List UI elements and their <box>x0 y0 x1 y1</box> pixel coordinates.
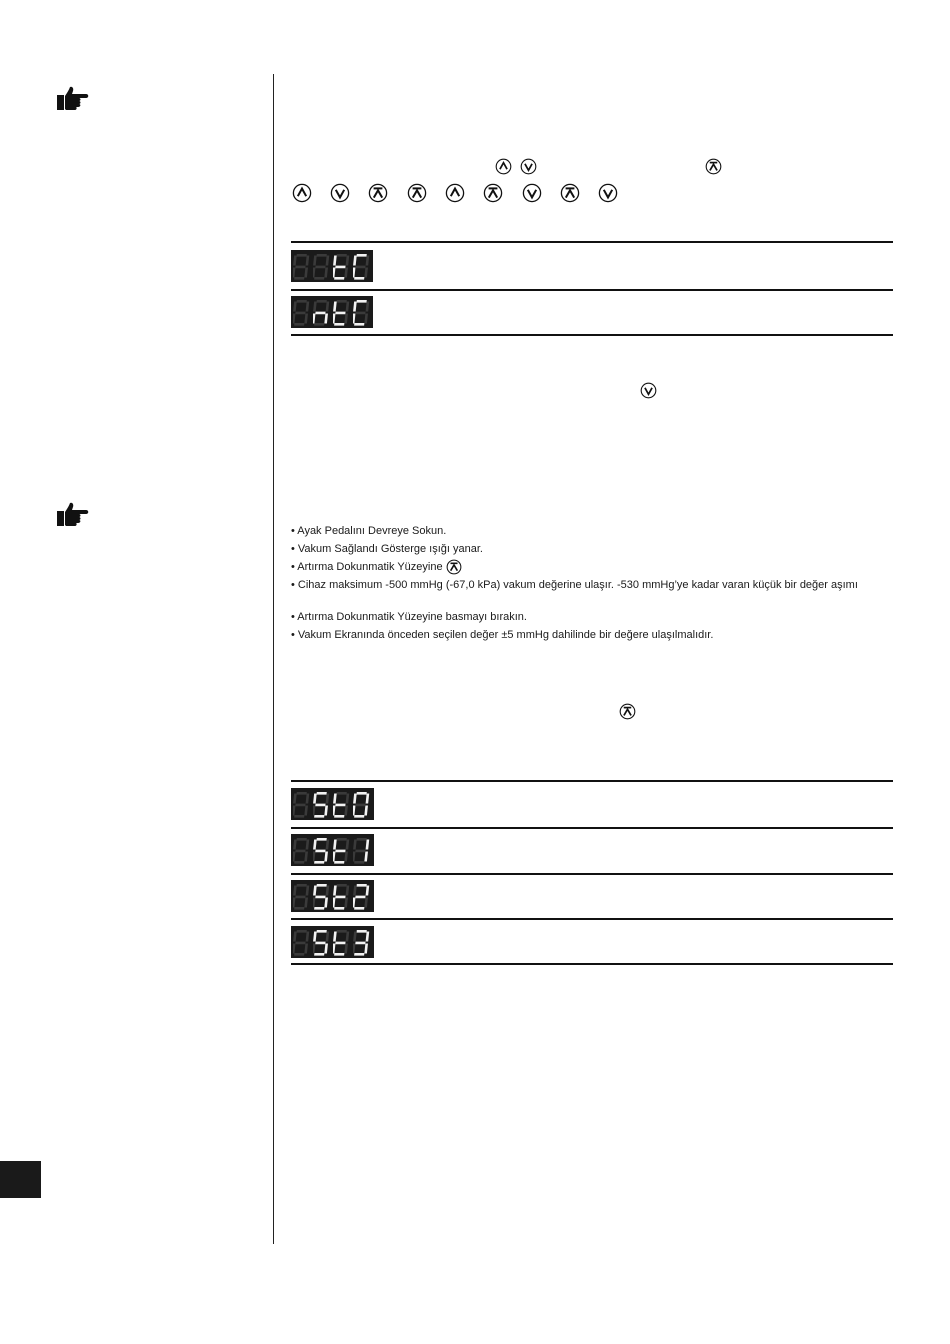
table-rule <box>291 918 893 920</box>
down-arrow-icon <box>640 382 657 399</box>
segment-digit <box>353 882 371 911</box>
increase-to-max-icon <box>483 183 503 203</box>
list-item-text: • Artırma Dokunmatik Yüzeyine <box>291 561 443 573</box>
pointing-hand-icon <box>55 502 89 528</box>
increase-to-max-icon <box>705 158 722 175</box>
segment-digit <box>293 882 311 911</box>
display-st3 <box>291 926 374 958</box>
table-rule <box>291 873 893 875</box>
segment-digit <box>313 790 331 819</box>
up-arrow-icon <box>292 183 312 203</box>
table-rule <box>291 241 893 243</box>
list-item: • Cihaz maksimum -500 mmHg (-67,0 kPa) vakum değerine ulaşır. -530 mmHg’ye kadar varan küçük bir değer aşımı <box>291 579 858 591</box>
down-arrow-icon <box>330 183 350 203</box>
up-arrow-icon <box>495 158 512 175</box>
segment-digit <box>333 790 351 819</box>
increase-to-max-icon <box>560 183 580 203</box>
segment-digit <box>333 836 351 865</box>
segment-digit <box>333 882 351 911</box>
increase-to-max-icon <box>619 703 636 720</box>
down-arrow-icon <box>522 183 542 203</box>
display-tc <box>291 250 373 282</box>
down-arrow-icon <box>598 183 618 203</box>
segment-digit <box>353 790 371 819</box>
down-arrow-icon <box>520 158 537 175</box>
table-rule <box>291 963 893 965</box>
segment-digit <box>293 298 311 327</box>
segment-digit <box>333 928 351 957</box>
increase-to-max-icon <box>407 183 427 203</box>
segment-digit <box>293 790 311 819</box>
segment-digit <box>313 928 331 957</box>
segment-digit <box>333 298 351 327</box>
increase-to-max-icon <box>446 559 462 575</box>
list-item: • Ayak Pedalını Devreye Sokun. <box>291 525 447 537</box>
table-rule <box>291 827 893 829</box>
segment-digit <box>313 298 331 327</box>
segment-digit <box>313 252 331 281</box>
display-st2 <box>291 880 374 912</box>
segment-digit <box>353 252 371 281</box>
list-item <box>291 558 893 576</box>
procedure-list <box>291 522 893 644</box>
segment-digit <box>313 882 331 911</box>
segment-digit <box>293 836 311 865</box>
table-rule <box>291 780 893 782</box>
increase-to-max-icon <box>368 183 388 203</box>
segment-digit <box>293 252 311 281</box>
page-tab-marker <box>0 1161 41 1198</box>
table-rule <box>291 334 893 336</box>
list-item: • Vakum Sağlandı Gösterge ışığı yanar. <box>291 543 483 555</box>
display-st1 <box>291 834 374 866</box>
segment-digit <box>333 252 351 281</box>
segment-digit <box>353 928 371 957</box>
table-rule <box>291 289 893 291</box>
segment-digit <box>353 836 371 865</box>
up-arrow-icon <box>445 183 465 203</box>
pointing-hand-icon <box>55 86 89 112</box>
segment-digit <box>353 298 371 327</box>
display-st0 <box>291 788 374 820</box>
list-item: • Vakum Ekranında önceden seçilen değer ±5 mmHg dahilinde bir değere ulaşılmalıdır. <box>291 629 714 641</box>
list-item: • Artırma Dokunmatik Yüzeyine basmayı bırakın. <box>291 611 527 623</box>
display-ntc <box>291 296 373 328</box>
column-divider <box>273 74 274 1244</box>
segment-digit <box>313 836 331 865</box>
segment-digit <box>293 928 311 957</box>
